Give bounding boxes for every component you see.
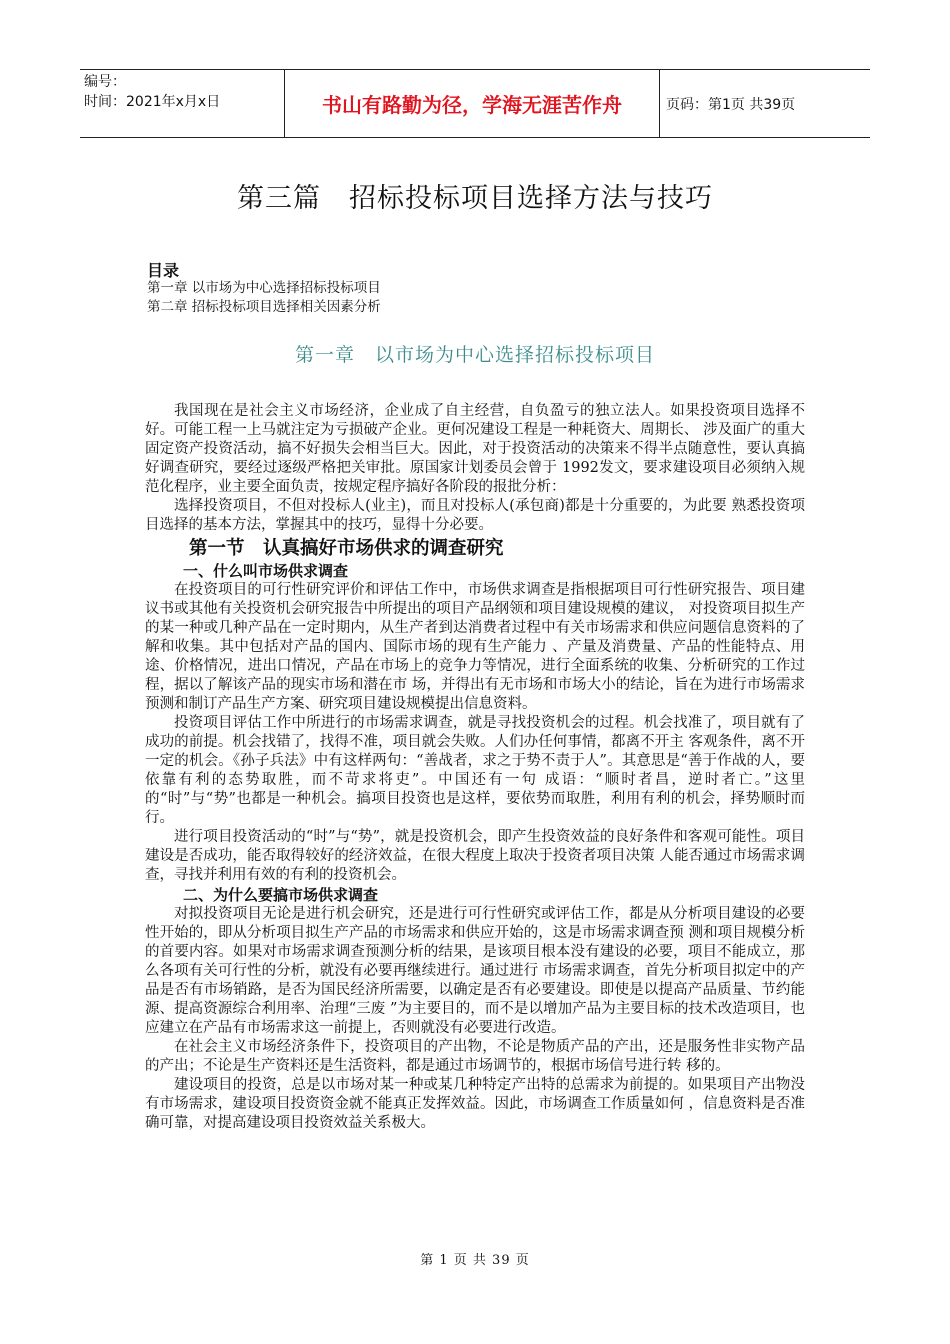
time-label: 时间：2021年x月x日 xyxy=(84,94,221,110)
body-paragraph: 进行项目投资活动的“时”与“势”，就是投资机会，即产生投资效益的良好条件和客观可能性。项目建设是否成功，能否取得较好的经济效益，在很大程度上取决于投资者项目决策 人能否通过市场需求调查，寻找并利用有效的有利的投资机会。 xyxy=(145,829,805,883)
document-title: 第三篇 招标投标项目选择方法与技巧 xyxy=(237,183,713,214)
body-paragraph: 建设项目的投资，总是以市场对某一种或某几种特定产出特的总需求为前提的。如果项目产出物没有市场需求，建设项目投资资金就不能真正发挥效益。因此，市场调查工作质量如何 ，信息资料是否准确可靠，对提高建设项目投资效益关系极大。 xyxy=(145,1077,805,1131)
subsection-heading: 一、什么叫市场供求调查 xyxy=(183,562,349,580)
chapter-title: 第一章 以市场为中心选择招标投标项目 xyxy=(294,344,655,366)
page-info: 页码：第1页 共39页 xyxy=(666,96,796,113)
toc-title: 目录 xyxy=(147,261,180,280)
subsection-heading: 二、为什么要搞市场供求调查 xyxy=(183,886,379,904)
body-paragraph: 在投资项目的可行性研究评价和评估工作中，市场供求调查是指根据项目可行性研究报告、项目建议书或其他有关投资机会研究报告中所提出的项目产品纲领和项目建设规模的建议， 对投资项目拟生产的某一种或几种产品在一定时期内，从生产者到达消费者过程中有关市场需求和供应问题信息资料的了解和收集。其中包括对产品的国内、国际市场的现有生产能力 、产量及消费量、产品的性能特点、用途、价格情况，进出口情况，产品在市场上的竞争力等情况，进行全面系统的收集、分析研究的工作过程，据以了解该产品的现实市场和潜在市 场，并得出有无市场和市场大小的结论，旨在为进行市场需求预测和制订产品生产方案、研究项目建设规模提出信息资料。 xyxy=(145,582,805,712)
main-body xyxy=(145,402,805,1133)
body-paragraph: 对拟投资项目无论是进行机会研究，还是进行可行性研究或评估工作，都是从分析项目建设的必要性开始的，即从分析项目拟生产产品的市场需求和供应开始的，这是市场需求调查预 测和项目规模分析的首要内容。如果对市场需求调查预测分析的结果，是该项目根本没有建设的必要，项目不能成立，那么各项有关可行性的分析，就没有必要再继续进行。通过进行 市场需求调查，首先分析项目拟定中的产品是否有市场销路，是否为国民经济所需要，以确定是否有必要建设。即使是以提高产品质量、节约能源、提高资源综合利用率、治理“三废 ”为主要目的，而不是以增加产品为主要目标的技术改造项目，也应建立在产品有市场需求这一前提上，否则就没有必要进行改造。 xyxy=(145,906,805,1036)
toc-item-1[interactable]: 第一章 以市场为中心选择招标投标项目 xyxy=(147,280,381,296)
section-heading: 第一节 认真搞好市场供求的调查研究 xyxy=(189,538,504,559)
page-footer: 第 1 页 共 39 页 xyxy=(420,1253,530,1268)
intro-paragraph: 我国现在是社会主义市场经济，企业成了自主经营，自负盈亏的独立法人。如果投资项目选择不好。可能工程一上马就注定为亏损破产企业。更何况建设工程是一种耗资大、周期长、 涉及面广的重大固定资产投资活动，搞不好损失会相当巨大。因此，对于投资活动的决策来不得半点随意性，要认真搞好调查研究，要经过逐级严格把关审批。原国家计划委员会曾于 1992发文，要求建设项目必须纳入规范化程序，业主要全面负责，按规定程序搞好各阶段的报批分析： xyxy=(145,403,805,495)
toc-item-2[interactable]: 第二章 招标投标项目选择相关因素分析 xyxy=(147,299,381,315)
body-paragraph: 在社会主义市场经济条件下，投资项目的产出物，不论是物质产品的产出，还是服务性非实物产品的产出；不论是生产资料还是生活资料，都是通过市场调节的，根据市场信号进行转 移的。 xyxy=(145,1039,805,1074)
number-label: 编号： xyxy=(84,74,126,90)
header-meta xyxy=(80,70,285,137)
header-table xyxy=(80,69,870,138)
motto: 书山有路勤为径，学海无涯苦作舟 xyxy=(285,70,660,137)
body-paragraph: 投资项目评估工作中所进行的市场需求调查，就是寻找投资机会的过程。机会找准了，项目就有了成功的前提。机会找错了，找得不准，项目就会失败。人们办任何事情，都离不开主 客观条件，离不开一定的机会。《孙子兵法》中有这样两句：“善战者，求之于势不责于人”。其意思是“善于作战的人，要依靠有利的态势取胜，而不苛求将吏”。中国还有一句 成语：“顺时者昌，逆时者亡。”这里的“时”与“势”也都是一种机会。搞项目投资也是这样，要依势而取胜，利用有利的机会，择势顺时而行。 xyxy=(145,715,805,826)
intro-paragraph: 选择投资项目，不但对投标人(业主)，而且对投标人(承包商)都是十分重要的，为此要 熟悉投资项目选择的基本方法，掌握其中的技巧，显得十分必要。 xyxy=(145,498,805,533)
